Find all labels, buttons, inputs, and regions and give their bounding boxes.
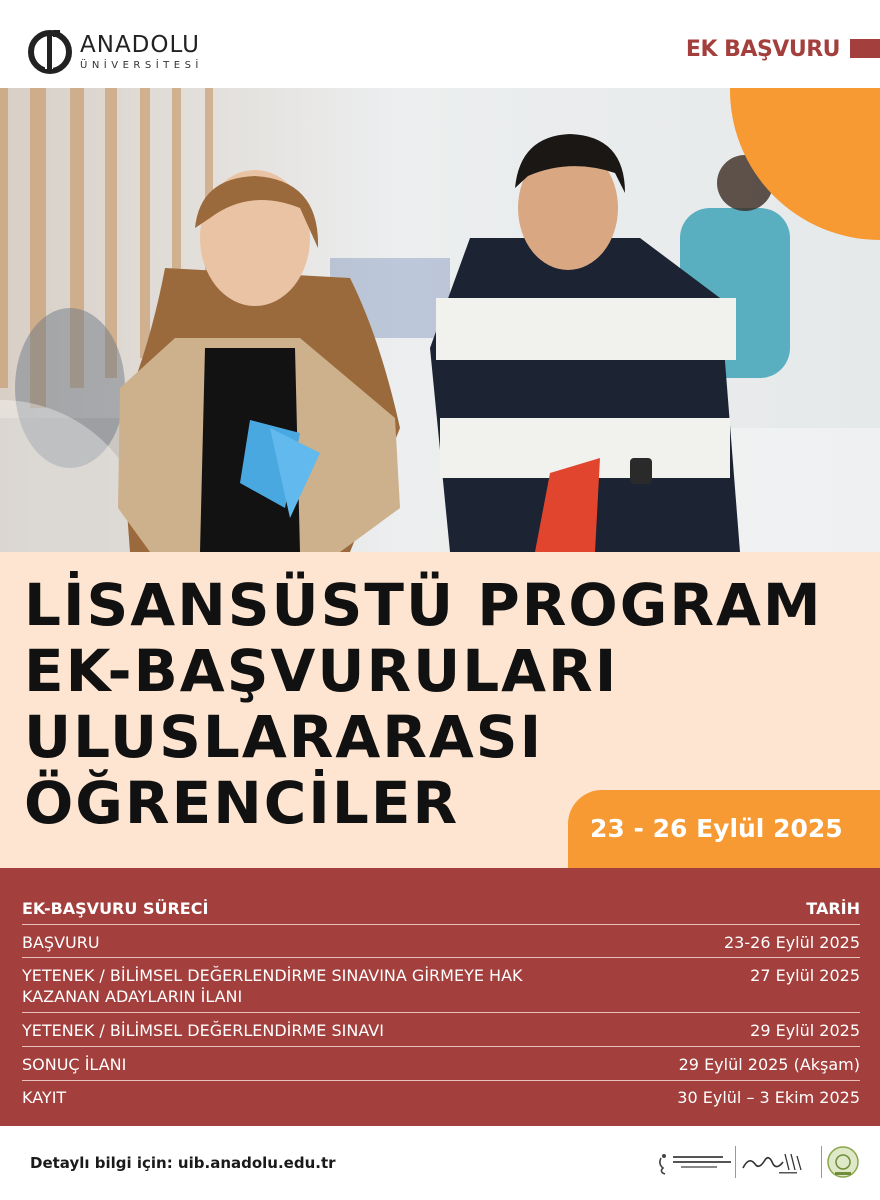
row-date: 23-26 Eylül 2025 — [724, 933, 860, 952]
students-photo-illustration — [0, 88, 880, 552]
row-date: 27 Eylül 2025 — [750, 966, 860, 985]
table-divider — [22, 1046, 860, 1047]
table-row — [22, 1087, 860, 1108]
application-date: 23 - 26 Eylül 2025 — [590, 814, 843, 843]
study-in-turkiye-logo-icon — [743, 1154, 801, 1174]
table-header-step: EK-BAŞVURU SÜRECİ — [22, 899, 209, 918]
table-row — [22, 1054, 860, 1075]
international-office-logo-icon — [660, 1154, 731, 1174]
anadolu-logo[interactable] — [26, 28, 203, 76]
table-divider — [22, 924, 860, 925]
badge-accent-bar — [850, 39, 880, 58]
row-step: YETENEK / BİLİMSEL DEĞERLENDİRME SINAVI — [22, 1021, 384, 1040]
row-date: 29 Eylül 2025 (Akşam) — [678, 1055, 860, 1074]
row-date: 30 Eylül – 3 Ekim 2025 — [677, 1088, 860, 1107]
table-divider — [22, 1012, 860, 1013]
logo-wordmark — [80, 31, 203, 71]
title-line-3: ULUSLARARASI — [24, 703, 544, 771]
ek-basvuru-badge: EK BAŞVURU — [685, 37, 840, 62]
title-line-1: LİSANSÜSTÜ PROGRAM — [24, 571, 823, 639]
table-row — [22, 1020, 860, 1041]
row-step: YETENEK / BİLİMSEL DEĞERLENDİRME SINAVINA GİRMEYE HAK KAZANAN ADAYLARIN İLANI — [22, 966, 523, 1006]
hero-photo — [0, 88, 880, 552]
table-header-date: TARİH — [806, 899, 860, 918]
footer — [0, 1126, 880, 1200]
footer-info-link[interactable]: Detaylı bilgi için: uib.anadolu.edu.tr — [30, 1154, 336, 1172]
row-step: SONUÇ İLANI — [22, 1055, 127, 1074]
table-row — [22, 932, 860, 953]
logo-subtitle: ÜNİVERSİTESİ — [80, 59, 203, 71]
accreditation-seal-icon — [828, 1147, 858, 1177]
row-date: 29 Eylül 2025 — [750, 1021, 860, 1040]
table-header — [22, 899, 860, 918]
schedule-table — [0, 868, 880, 1126]
partner-logos — [655, 1142, 865, 1182]
table-row — [22, 965, 860, 1007]
header — [0, 0, 880, 88]
title-line-2: EK-BAŞVURULARI — [24, 637, 619, 705]
table-divider — [22, 1080, 860, 1081]
row-step: KAYIT — [22, 1088, 67, 1107]
row-step: BAŞVURU — [22, 933, 100, 952]
logo-name: ANADOLU — [80, 31, 200, 58]
title-line-4: ÖĞRENCİLER — [24, 769, 460, 837]
table-divider — [22, 957, 860, 958]
anadolu-logo-mark-icon — [26, 28, 74, 76]
